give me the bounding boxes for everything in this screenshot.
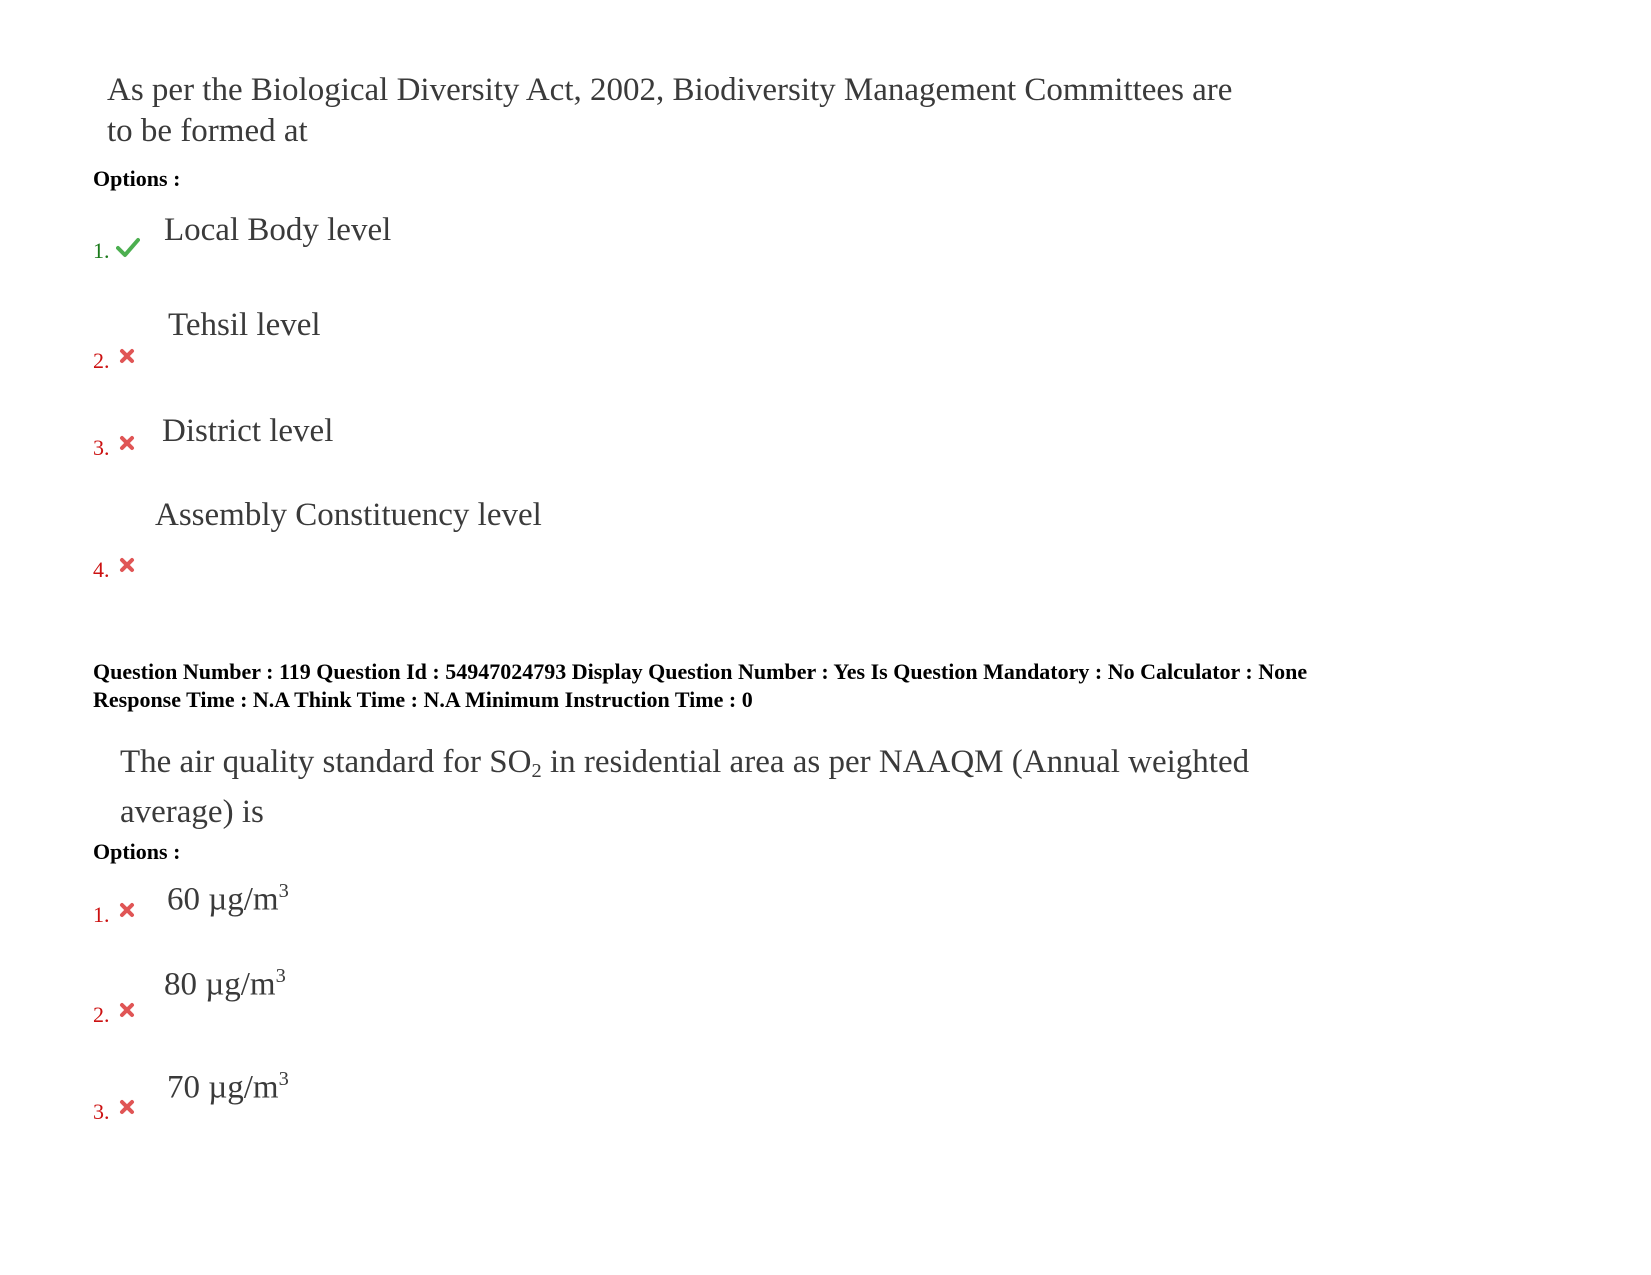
cross-icon (119, 557, 135, 573)
question-119-line2: average) is (120, 794, 264, 831)
option-superscript: 3 (278, 1068, 289, 1090)
option-text (167, 880, 289, 918)
option-value: 70 µg/m (167, 1069, 279, 1106)
question-118-line2: to be formed at (107, 113, 308, 149)
option-number: 4. (93, 557, 110, 582)
option-value: 80 µg/m (164, 966, 276, 1003)
option-text (164, 965, 286, 1003)
cross-icon (119, 348, 135, 364)
question-118-line1: As per the Biological Diversity Act, 2002, Biodiversity Management Committees are (107, 72, 1233, 108)
option-number: 1. (93, 238, 110, 263)
q119-text-subscript: 2 (531, 760, 542, 783)
cross-icon (119, 435, 135, 451)
cross-icon (119, 902, 135, 918)
option-superscript: 3 (278, 880, 289, 902)
check-icon (116, 236, 140, 258)
question-119-meta (93, 658, 1307, 714)
options-label: Options : (93, 839, 181, 864)
option-number: 2. (93, 348, 110, 373)
option-text: Assembly Constituency level (155, 497, 542, 533)
option-value: 60 µg/m (167, 881, 279, 918)
cross-icon (119, 1099, 135, 1115)
option-number: 2. (93, 1002, 110, 1027)
q119-text-post: in residential area as per NAAQM (Annual weighted (541, 744, 1250, 780)
q119-text-pre: The air quality standard for SO (120, 744, 532, 780)
option-text: Tehsil level (168, 307, 321, 343)
option-text: Local Body level (164, 212, 392, 248)
question-119-text (120, 742, 1249, 833)
options-label: Options : (93, 166, 181, 191)
option-number: 1. (93, 902, 110, 927)
option-number: 3. (93, 1099, 110, 1124)
question-119-line1 (120, 742, 1249, 792)
meta-line1: Question Number : 119 Question Id : 54947024793 Display Question Number : Yes Is Question Mandatory : No Calculator : None (93, 659, 1308, 684)
cross-icon (119, 1002, 135, 1018)
option-text (167, 1068, 289, 1106)
option-number: 3. (93, 435, 110, 460)
question-118-text (107, 70, 1232, 152)
option-text: District level (162, 413, 334, 449)
option-superscript: 3 (275, 965, 286, 987)
meta-line2: Response Time : N.A Think Time : N.A Minimum Instruction Time : 0 (93, 687, 753, 712)
